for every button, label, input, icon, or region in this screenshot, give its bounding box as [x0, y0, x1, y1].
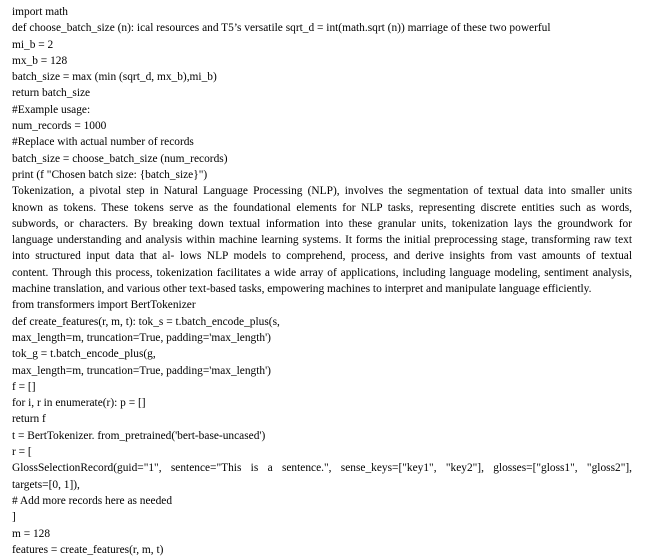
- paragraph-line: into structured input data that al- lows NLP models to comprehend, process, and derive insights from vast amounts of textual: [12, 250, 632, 263]
- tokenization-paragraph: [12, 183, 632, 297]
- code-line: GlossSelectionRecord(guid="1", sentence="This is a sentence.", sense_keys=["key1", "key2"], glosses=["gloss1", "gloss2"],: [12, 462, 632, 475]
- code-line: r = [: [12, 446, 32, 459]
- code-line: for i, r in enumerate(r): p = []: [12, 397, 146, 410]
- code-block-tail: [12, 493, 632, 558]
- code-line: targets=[0, 1]),: [12, 478, 80, 491]
- code-block-features: [12, 297, 632, 460]
- code-block-batch-size: [12, 4, 632, 183]
- code-line: #Example usage:: [12, 103, 91, 116]
- code-line: max_length=m, truncation=True, padding='max_length'): [12, 364, 271, 377]
- paragraph-line: Tokenization, a pivotal step in Natural Language Processing (NLP), involves the segmentation of textual data into smaller units: [12, 185, 632, 198]
- code-line: features = create_features(r, m, t): [12, 543, 164, 556]
- paragraph-line: known as tokens. These tokens serve as the foundational elements for NLP tasks, representing discrete entities such as words,: [12, 201, 632, 214]
- code-line: batch_size = choose_batch_size (num_records): [12, 152, 228, 165]
- code-line: m = 128: [12, 527, 51, 540]
- code-line: from transformers import BertTokenizer: [12, 299, 196, 312]
- paragraph-line: content. Through this process, tokenization facilitates a wide array of applications, including language modeling, sentiment analysis,: [12, 266, 632, 279]
- paragraph-line: subwords, or characters. By breaking down textual information into these granular units, tokenization lays the groundwork for: [12, 217, 632, 230]
- gloss-record-entry: [12, 460, 632, 493]
- code-line: ]: [12, 511, 16, 524]
- code-line: return f: [12, 413, 46, 426]
- code-line: mx_b = 128: [12, 54, 68, 67]
- code-line: #Replace with actual number of records: [12, 136, 194, 149]
- code-line: tok_g = t.batch_encode_plus(g,: [12, 348, 156, 361]
- code-line: def choose_batch_size (n): ical resources and T5’s versatile sqrt_d = int(math.sqrt (n)) marriage of these two powerful: [12, 22, 551, 35]
- code-line: return batch_size: [12, 87, 91, 100]
- paragraph-line: machine translation, and various other text-based tasks, empowering machines to interpret and manipulate language efficiently.: [12, 283, 592, 296]
- code-line: t = BertTokenizer. from_pretrained('bert-base-uncased'): [12, 429, 266, 442]
- code-line: print (f "Chosen batch size: {batch_size}"): [12, 168, 208, 181]
- code-line: f = []: [12, 380, 36, 393]
- code-line: max_length=m, truncation=True, padding='max_length'): [12, 331, 271, 344]
- code-line: batch_size = max (min (sqrt_d, mx_b),mi_b): [12, 71, 217, 84]
- code-line: num_records = 1000: [12, 120, 107, 133]
- code-line: # Add more records here as needed: [12, 494, 173, 507]
- document-text: [12, 4, 632, 558]
- code-line: mi_b = 2: [12, 38, 54, 51]
- code-line: def create_features(r, m, t): tok_s = t.batch_encode_plus(s,: [12, 315, 280, 328]
- paragraph-line: language understanding and analysis within machine learning systems. It forms the initial preprocessing stage, transforming raw text: [12, 234, 632, 247]
- code-line: import math: [12, 6, 68, 18]
